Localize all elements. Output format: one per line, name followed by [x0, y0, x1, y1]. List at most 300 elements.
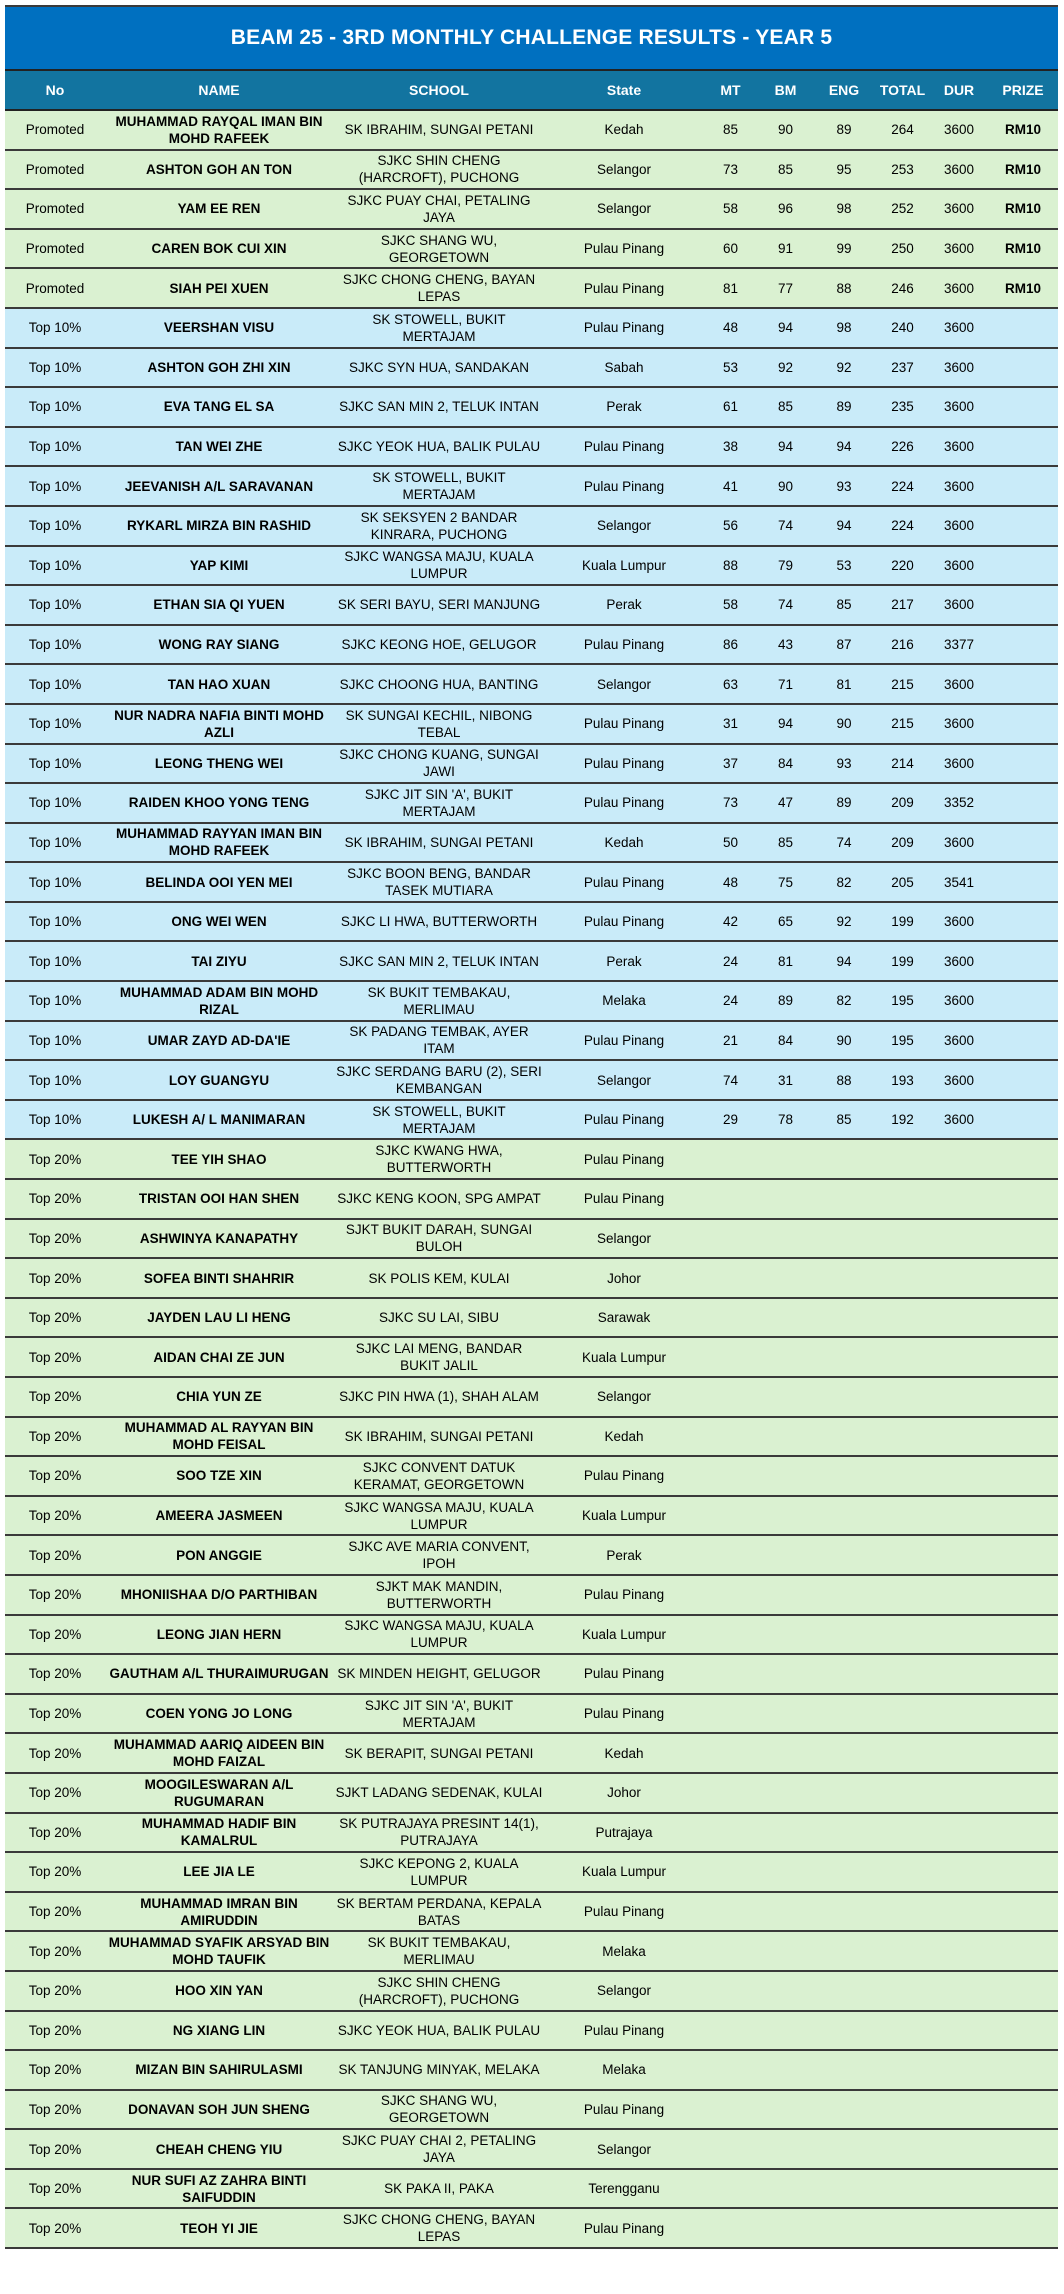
total-score-cell: 214 [875, 744, 930, 784]
name-cell: LEONG THENG WEI [105, 744, 333, 784]
eng-score-cell [813, 1179, 875, 1219]
rank-cell: Promoted [5, 189, 105, 229]
prize-cell [988, 2169, 1058, 2209]
total-score-cell: 252 [875, 189, 930, 229]
duration-cell [930, 1931, 988, 1971]
state-cell: Kuala Lumpur [545, 1496, 703, 1536]
eng-score-cell: 89 [813, 387, 875, 427]
table-row [5, 1219, 1058, 1259]
name-cell: VEERSHAN VISU [105, 308, 333, 348]
state-cell: Pulau Pinang [545, 744, 703, 784]
state-cell: Kuala Lumpur [545, 1337, 703, 1377]
eng-score-cell [813, 1377, 875, 1417]
school-cell: SJKC SERDANG BARU (2), SERI KEMBANGAN [333, 1060, 545, 1100]
rank-cell: Top 10% [5, 981, 105, 1021]
total-score-cell: 192 [875, 1100, 930, 1140]
total-score-cell [875, 1377, 930, 1417]
table-row [5, 2208, 1058, 2248]
total-score-cell: 216 [875, 625, 930, 665]
name-cell: SOFEA BINTI SHAHRIR [105, 1258, 333, 1298]
mt-score-cell: 74 [703, 1060, 758, 1100]
prize-cell: RM10 [988, 189, 1058, 229]
name-cell: MUHAMMAD IMRAN BIN AMIRUDDIN [105, 1892, 333, 1932]
rank-cell: Top 20% [5, 1258, 105, 1298]
eng-score-cell [813, 1575, 875, 1615]
duration-cell: 3600 [930, 387, 988, 427]
table-row [5, 2090, 1058, 2130]
total-score-cell: 195 [875, 981, 930, 1021]
mt-score-cell [703, 1892, 758, 1932]
mt-score-cell: 86 [703, 625, 758, 665]
mt-score-cell: 61 [703, 387, 758, 427]
eng-score-cell [813, 1615, 875, 1655]
mt-score-cell: 85 [703, 110, 758, 150]
total-score-cell: 226 [875, 427, 930, 467]
table-row [5, 308, 1058, 348]
table-row [5, 1931, 1058, 1971]
table-row [5, 941, 1058, 981]
table-row [5, 1456, 1058, 1496]
table-row [5, 664, 1058, 704]
table-row [5, 546, 1058, 586]
name-cell: CHEAH CHENG YIU [105, 2129, 333, 2169]
rank-cell: Top 20% [5, 1694, 105, 1734]
school-cell: SJKC SHIN CHENG (HARCROFT), PUCHONG [333, 1971, 545, 2011]
total-score-cell: 193 [875, 1060, 930, 1100]
name-cell: COEN YONG JO LONG [105, 1694, 333, 1734]
rank-cell: Top 10% [5, 348, 105, 388]
prize-cell [988, 902, 1058, 942]
eng-score-cell: 92 [813, 348, 875, 388]
eng-score-cell: 94 [813, 941, 875, 981]
state-cell: Selangor [545, 1377, 703, 1417]
state-cell: Pulau Pinang [545, 625, 703, 665]
bm-score-cell: 75 [758, 862, 813, 902]
prize-cell [988, 585, 1058, 625]
bm-score-cell [758, 1139, 813, 1179]
rank-cell: Top 20% [5, 1456, 105, 1496]
name-cell: HOO XIN YAN [105, 1971, 333, 2011]
prize-cell [988, 783, 1058, 823]
eng-score-cell [813, 2011, 875, 2051]
bm-score-cell: 47 [758, 783, 813, 823]
duration-cell [930, 1892, 988, 1932]
duration-cell: 3352 [930, 783, 988, 823]
rank-cell: Top 20% [5, 1179, 105, 1219]
mt-score-cell: 58 [703, 585, 758, 625]
school-cell: SK BUKIT TEMBAKAU, MERLIMAU [333, 1931, 545, 1971]
school-cell: SJKC SAN MIN 2, TELUK INTAN [333, 941, 545, 981]
bm-score-cell [758, 1892, 813, 1932]
total-score-cell: 209 [875, 783, 930, 823]
total-score-cell: 199 [875, 902, 930, 942]
mt-score-cell: 53 [703, 348, 758, 388]
eng-score-cell: 82 [813, 981, 875, 1021]
state-cell: Pulau Pinang [545, 1456, 703, 1496]
school-cell: SJKC YEOK HUA, BALIK PULAU [333, 427, 545, 467]
name-cell: MUHAMMAD AL RAYYAN BIN MOHD FEISAL [105, 1417, 333, 1457]
duration-cell [930, 1615, 988, 1655]
duration-cell [930, 1179, 988, 1219]
prize-cell [988, 1060, 1058, 1100]
school-cell: SJKT BUKIT DARAH, SUNGAI BULOH [333, 1219, 545, 1259]
state-cell: Pulau Pinang [545, 1654, 703, 1694]
school-cell: SJKC KWANG HWA, BUTTERWORTH [333, 1139, 545, 1179]
total-score-cell [875, 2090, 930, 2130]
column-header-state: State [545, 71, 703, 110]
total-score-cell: 250 [875, 229, 930, 269]
prize-cell [988, 1219, 1058, 1259]
state-cell: Johor [545, 1258, 703, 1298]
rank-cell: Top 10% [5, 823, 105, 863]
column-header-bm: BM [758, 71, 813, 110]
column-header-school: SCHOOL [333, 71, 545, 110]
duration-cell [930, 1139, 988, 1179]
eng-score-cell [813, 1892, 875, 1932]
prize-cell: RM10 [988, 268, 1058, 308]
prize-cell [988, 1377, 1058, 1417]
bm-score-cell [758, 2129, 813, 2169]
name-cell: TEOH YI JIE [105, 2208, 333, 2248]
eng-score-cell: 89 [813, 783, 875, 823]
school-cell: SJKC SYN HUA, SANDAKAN [333, 348, 545, 388]
table-row [5, 1615, 1058, 1655]
state-cell: Selangor [545, 1219, 703, 1259]
mt-score-cell: 60 [703, 229, 758, 269]
eng-score-cell: 98 [813, 308, 875, 348]
rank-cell: Top 20% [5, 1337, 105, 1377]
state-cell: Sabah [545, 348, 703, 388]
bm-score-cell: 74 [758, 506, 813, 546]
state-cell: Pulau Pinang [545, 2090, 703, 2130]
name-cell: ETHAN SIA QI YUEN [105, 585, 333, 625]
table-row [5, 1852, 1058, 1892]
table-row [5, 1021, 1058, 1061]
duration-cell: 3600 [930, 585, 988, 625]
total-score-cell [875, 1575, 930, 1615]
duration-cell [930, 2208, 988, 2248]
bm-score-cell: 90 [758, 110, 813, 150]
prize-cell [988, 1971, 1058, 2011]
mt-score-cell [703, 1377, 758, 1417]
rank-cell: Promoted [5, 110, 105, 150]
prize-cell [988, 1179, 1058, 1219]
school-cell: SK MINDEN HEIGHT, GELUGOR [333, 1654, 545, 1694]
state-cell: Melaka [545, 2050, 703, 2090]
duration-cell: 3377 [930, 625, 988, 665]
school-cell: SJKC WANGSA MAJU, KUALA LUMPUR [333, 1496, 545, 1536]
state-cell: Selangor [545, 506, 703, 546]
duration-cell: 3600 [930, 546, 988, 586]
rank-cell: Promoted [5, 150, 105, 190]
mt-score-cell: 63 [703, 664, 758, 704]
duration-cell [930, 1219, 988, 1259]
prize-cell [988, 466, 1058, 506]
duration-cell [930, 1813, 988, 1853]
rank-cell: Top 10% [5, 387, 105, 427]
school-cell: SJKC AVE MARIA CONVENT, IPOH [333, 1535, 545, 1575]
duration-cell: 3600 [930, 506, 988, 546]
name-cell: NUR NADRA NAFIA BINTI MOHD AZLI [105, 704, 333, 744]
table-row [5, 1733, 1058, 1773]
bm-score-cell [758, 1733, 813, 1773]
mt-score-cell [703, 1258, 758, 1298]
mt-score-cell: 50 [703, 823, 758, 863]
name-cell: RYKARL MIRZA BIN RASHID [105, 506, 333, 546]
mt-score-cell: 24 [703, 981, 758, 1021]
rank-cell: Top 10% [5, 902, 105, 942]
name-cell: TAN WEI ZHE [105, 427, 333, 467]
rank-cell: Top 10% [5, 466, 105, 506]
school-cell: SJKC LAI MENG, BANDAR BUKIT JALIL [333, 1337, 545, 1377]
state-cell: Selangor [545, 664, 703, 704]
school-cell: SJKC SHIN CHENG (HARCROFT), PUCHONG [333, 150, 545, 190]
duration-cell: 3600 [930, 308, 988, 348]
mt-score-cell: 81 [703, 268, 758, 308]
duration-cell [930, 1417, 988, 1457]
prize-cell: RM10 [988, 229, 1058, 269]
duration-cell [930, 1298, 988, 1338]
bm-score-cell [758, 1179, 813, 1219]
table-row [5, 981, 1058, 1021]
table-header-row [5, 71, 1058, 110]
school-cell: SJKC KEONG HOE, GELUGOR [333, 625, 545, 665]
prize-cell [988, 2129, 1058, 2169]
total-score-cell [875, 1931, 930, 1971]
bm-score-cell: 94 [758, 427, 813, 467]
table-row [5, 2169, 1058, 2209]
school-cell: SK STOWELL, BUKIT MERTAJAM [333, 1100, 545, 1140]
total-score-cell: 240 [875, 308, 930, 348]
name-cell: YAP KIMI [105, 546, 333, 586]
state-cell: Kedah [545, 1417, 703, 1457]
school-cell: SJKC CHOONG HUA, BANTING [333, 664, 545, 704]
total-score-cell [875, 1773, 930, 1813]
mt-score-cell: 21 [703, 1021, 758, 1061]
bm-score-cell [758, 1258, 813, 1298]
name-cell: ASHTON GOH ZHI XIN [105, 348, 333, 388]
eng-score-cell [813, 1733, 875, 1773]
table-row [5, 1417, 1058, 1457]
state-cell: Perak [545, 941, 703, 981]
name-cell: WONG RAY SIANG [105, 625, 333, 665]
duration-cell [930, 1496, 988, 1536]
table-row [5, 704, 1058, 744]
table-row [5, 2011, 1058, 2051]
mt-score-cell [703, 1496, 758, 1536]
name-cell: RAIDEN KHOO YONG TENG [105, 783, 333, 823]
mt-score-cell [703, 2011, 758, 2051]
rank-cell: Top 20% [5, 2090, 105, 2130]
prize-cell [988, 546, 1058, 586]
eng-score-cell [813, 2208, 875, 2248]
school-cell: SJKC SU LAI, SIBU [333, 1298, 545, 1338]
total-score-cell: 246 [875, 268, 930, 308]
name-cell: MUHAMMAD ADAM BIN MOHD RIZAL [105, 981, 333, 1021]
state-cell: Pulau Pinang [545, 1021, 703, 1061]
state-cell: Pulau Pinang [545, 1139, 703, 1179]
eng-score-cell [813, 1258, 875, 1298]
total-score-cell: 220 [875, 546, 930, 586]
rank-cell: Top 20% [5, 1733, 105, 1773]
mt-score-cell [703, 1535, 758, 1575]
name-cell: ASHTON GOH AN TON [105, 150, 333, 190]
total-score-cell [875, 1813, 930, 1853]
bm-score-cell [758, 1813, 813, 1853]
total-score-cell [875, 1298, 930, 1338]
rank-cell: Top 20% [5, 2129, 105, 2169]
state-cell: Pulau Pinang [545, 783, 703, 823]
rank-cell: Top 10% [5, 546, 105, 586]
duration-cell: 3600 [930, 704, 988, 744]
eng-score-cell: 90 [813, 1021, 875, 1061]
state-cell: Putrajaya [545, 1813, 703, 1853]
duration-cell: 3600 [930, 150, 988, 190]
name-cell: LEONG JIAN HERN [105, 1615, 333, 1655]
total-score-cell: 237 [875, 348, 930, 388]
duration-cell: 3600 [930, 110, 988, 150]
eng-score-cell [813, 1931, 875, 1971]
mt-score-cell: 48 [703, 862, 758, 902]
bm-score-cell [758, 1377, 813, 1417]
prize-cell [988, 862, 1058, 902]
rank-cell: Top 10% [5, 783, 105, 823]
mt-score-cell: 31 [703, 704, 758, 744]
eng-score-cell: 94 [813, 506, 875, 546]
name-cell: MHONIISHAA D/O PARTHIBAN [105, 1575, 333, 1615]
bm-score-cell: 84 [758, 744, 813, 784]
state-cell: Selangor [545, 1971, 703, 2011]
school-cell: SK BERAPIT, SUNGAI PETANI [333, 1733, 545, 1773]
eng-score-cell: 74 [813, 823, 875, 863]
eng-score-cell: 85 [813, 1100, 875, 1140]
prize-cell [988, 1456, 1058, 1496]
state-cell: Pulau Pinang [545, 862, 703, 902]
name-cell: BELINDA OOI YEN MEI [105, 862, 333, 902]
table-row [5, 1654, 1058, 1694]
name-cell: YAM EE REN [105, 189, 333, 229]
state-cell: Perak [545, 387, 703, 427]
name-cell: AIDAN CHAI ZE JUN [105, 1337, 333, 1377]
eng-score-cell [813, 1535, 875, 1575]
bm-score-cell [758, 1773, 813, 1813]
prize-cell [988, 2208, 1058, 2248]
eng-score-cell: 99 [813, 229, 875, 269]
state-cell: Selangor [545, 189, 703, 229]
bm-score-cell [758, 1615, 813, 1655]
state-cell: Melaka [545, 1931, 703, 1971]
rank-cell: Top 20% [5, 2050, 105, 2090]
rank-cell: Top 20% [5, 2169, 105, 2209]
duration-cell [930, 1575, 988, 1615]
mt-score-cell: 42 [703, 902, 758, 942]
mt-score-cell [703, 1179, 758, 1219]
school-cell: SK TANJUNG MINYAK, MELAKA [333, 2050, 545, 2090]
rank-cell: Promoted [5, 229, 105, 269]
prize-cell [988, 941, 1058, 981]
state-cell: Pulau Pinang [545, 466, 703, 506]
mt-score-cell: 37 [703, 744, 758, 784]
eng-score-cell [813, 1298, 875, 1338]
name-cell: ASHWINYA KANAPATHY [105, 1219, 333, 1259]
table-row [5, 625, 1058, 665]
state-cell: Selangor [545, 1060, 703, 1100]
results-table [5, 71, 1058, 2249]
bm-score-cell: 78 [758, 1100, 813, 1140]
school-cell: SK PAKA II, PAKA [333, 2169, 545, 2209]
total-score-cell: 195 [875, 1021, 930, 1061]
bm-score-cell: 43 [758, 625, 813, 665]
name-cell: TAN HAO XUAN [105, 664, 333, 704]
bm-score-cell [758, 1496, 813, 1536]
eng-score-cell [813, 2129, 875, 2169]
state-cell: Selangor [545, 2129, 703, 2169]
column-header-no: No [5, 71, 105, 110]
school-cell: SJKC YEOK HUA, BALIK PULAU [333, 2011, 545, 2051]
rank-cell: Top 20% [5, 1813, 105, 1853]
mt-score-cell [703, 2090, 758, 2130]
eng-score-cell: 95 [813, 150, 875, 190]
state-cell: Kuala Lumpur [545, 546, 703, 586]
mt-score-cell: 41 [703, 466, 758, 506]
mt-score-cell [703, 1813, 758, 1853]
table-row [5, 1298, 1058, 1338]
prize-cell [988, 1773, 1058, 1813]
school-cell: SK SEKSYEN 2 BANDAR KINRARA, PUCHONG [333, 506, 545, 546]
prize-cell [988, 704, 1058, 744]
mt-score-cell [703, 1298, 758, 1338]
state-cell: Johor [545, 1773, 703, 1813]
bm-score-cell: 91 [758, 229, 813, 269]
prize-cell [988, 1654, 1058, 1694]
rank-cell: Top 20% [5, 1892, 105, 1932]
school-cell: SJKC CHONG CHENG, BAYAN LEPAS [333, 2208, 545, 2248]
name-cell: ONG WEI WEN [105, 902, 333, 942]
duration-cell: 3600 [930, 268, 988, 308]
duration-cell [930, 2090, 988, 2130]
eng-score-cell [813, 2050, 875, 2090]
table-row [5, 2050, 1058, 2090]
total-score-cell [875, 2169, 930, 2209]
prize-cell [988, 2090, 1058, 2130]
rank-cell: Top 10% [5, 585, 105, 625]
state-cell: Pulau Pinang [545, 1100, 703, 1140]
state-cell: Pulau Pinang [545, 704, 703, 744]
school-cell: SK BERTAM PERDANA, KEPALA BATAS [333, 1892, 545, 1932]
prize-cell [988, 1139, 1058, 1179]
table-row [5, 506, 1058, 546]
duration-cell [930, 1258, 988, 1298]
table-row [5, 585, 1058, 625]
bm-score-cell: 85 [758, 823, 813, 863]
total-score-cell: 199 [875, 941, 930, 981]
column-header-mt: MT [703, 71, 758, 110]
school-cell: SJKC KENG KOON, SPG AMPAT [333, 1179, 545, 1219]
name-cell: MOOGILESWARAN A/L RUGUMARAN [105, 1773, 333, 1813]
duration-cell [930, 2169, 988, 2209]
rank-cell: Top 10% [5, 427, 105, 467]
table-row [5, 1377, 1058, 1417]
duration-cell [930, 1456, 988, 1496]
state-cell: Sarawak [545, 1298, 703, 1338]
name-cell: TEE YIH SHAO [105, 1139, 333, 1179]
table-row [5, 268, 1058, 308]
bm-score-cell: 31 [758, 1060, 813, 1100]
name-cell: CHIA YUN ZE [105, 1377, 333, 1417]
total-score-cell [875, 2050, 930, 2090]
school-cell: SJKC WANGSA MAJU, KUALA LUMPUR [333, 1615, 545, 1655]
school-cell: SJKC CHONG CHENG, BAYAN LEPAS [333, 268, 545, 308]
